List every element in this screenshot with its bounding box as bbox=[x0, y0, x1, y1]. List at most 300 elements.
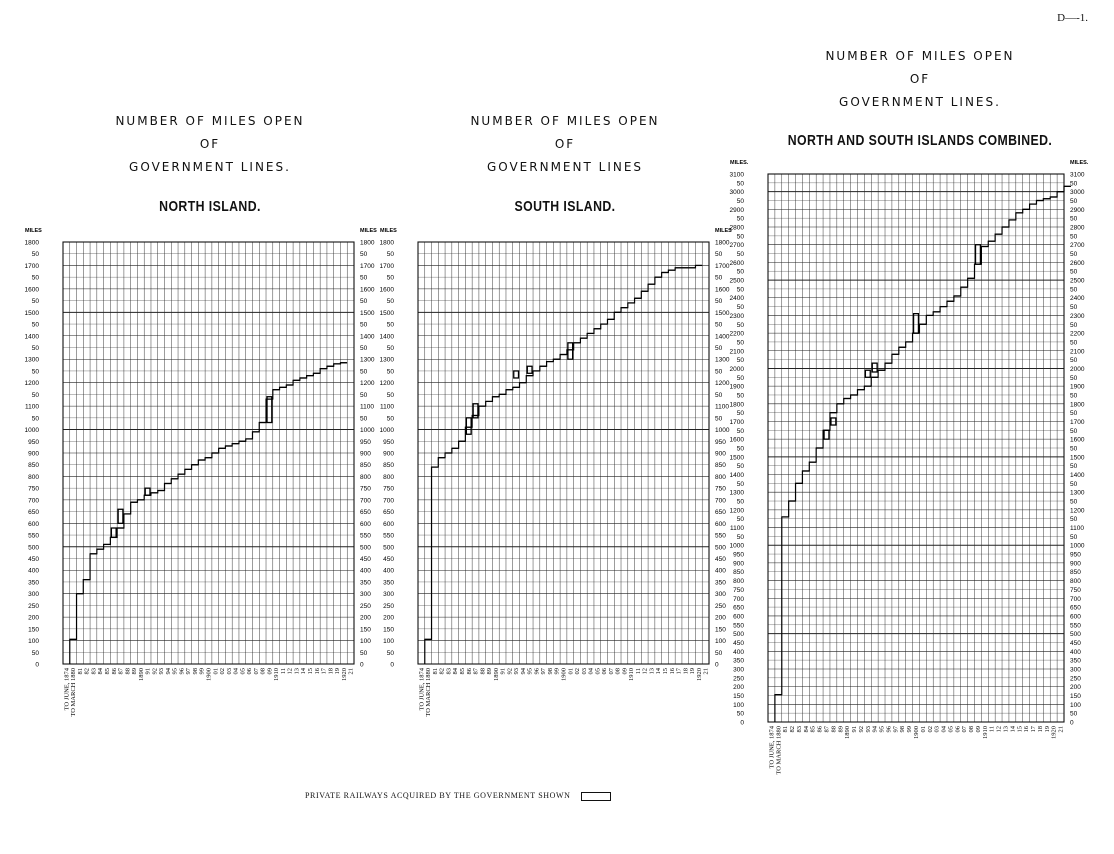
combined-y-tick-right: 50 bbox=[1070, 445, 1078, 453]
combined-y-tick-right: 100 bbox=[1070, 701, 1081, 709]
south-y-tick-left: 650 bbox=[383, 509, 394, 517]
south-x-tick: TO MARCH 1880 bbox=[425, 668, 433, 717]
north-y-tick-left: 1800 bbox=[24, 239, 39, 247]
south-x-tick: 17 bbox=[675, 668, 683, 675]
north-y-tick-right: 950 bbox=[360, 438, 371, 446]
south-x-tick: 96 bbox=[533, 668, 541, 675]
combined-x-tick: 82 bbox=[789, 726, 797, 733]
combined-x-tick: 94 bbox=[871, 726, 879, 733]
north-y-tick-left: 450 bbox=[28, 556, 39, 563]
north-y-tick-right: 50 bbox=[360, 274, 368, 282]
north-y-tick-left: 50 bbox=[31, 368, 39, 376]
north-y-tick-left: 50 bbox=[31, 649, 39, 657]
north-x-tick: 94 bbox=[164, 668, 172, 675]
north-y-tick-left: 0 bbox=[35, 661, 39, 669]
combined-x-tick: 89 bbox=[837, 726, 845, 733]
combined-y-tick-right: 750 bbox=[1070, 586, 1081, 594]
north-y-tick-right: 50 bbox=[360, 298, 368, 306]
combined-y-tick-right: 1300 bbox=[1070, 489, 1085, 497]
combined-y-tick-right: 50 bbox=[1070, 339, 1078, 347]
combined-x-tick: 92 bbox=[857, 726, 865, 733]
north-x-tick: 83 bbox=[90, 668, 98, 675]
north-x-tick: 05 bbox=[239, 668, 247, 675]
north-y-tick-right: 100 bbox=[360, 638, 371, 646]
combined-x-tick: 93 bbox=[864, 726, 872, 733]
combined-y-tick-left: 2300 bbox=[729, 312, 744, 320]
south-x-tick: 92 bbox=[506, 668, 514, 675]
south-y-tick-left: 1300 bbox=[379, 356, 394, 364]
combined-ylabel-right: MILES. bbox=[1070, 160, 1089, 166]
combined-y-tick-left: 0 bbox=[740, 719, 744, 727]
combined-y-tick-right: 2200 bbox=[1070, 330, 1085, 338]
south-y-tick-right: 350 bbox=[715, 579, 726, 587]
north-x-tick: 1920 bbox=[340, 668, 348, 681]
north-y-tick-left: 300 bbox=[28, 591, 39, 599]
combined-x-tick: 02 bbox=[926, 726, 934, 733]
combined-x-tick: 21 bbox=[1057, 726, 1065, 733]
south-y-tick-right: 50 bbox=[715, 368, 723, 376]
north-y-tick-left: 950 bbox=[28, 438, 39, 446]
combined-y-tick-left: 50 bbox=[736, 463, 744, 471]
south-x-tick: 04 bbox=[587, 668, 595, 675]
combined-x-tick: 14 bbox=[1009, 726, 1017, 733]
combined-y-tick-left: 50 bbox=[736, 710, 744, 718]
combined-x-tick: TO JUNE, 1874 bbox=[768, 726, 776, 769]
south-y-tick-left: 50 bbox=[386, 391, 394, 399]
combined-y-tick-right: 350 bbox=[1070, 657, 1081, 665]
combined-title-line-3: GOVERNMENT LINES. bbox=[839, 95, 1001, 109]
combined-y-tick-right: 2000 bbox=[1070, 365, 1085, 373]
combined-y-tick-right: 2500 bbox=[1070, 277, 1085, 285]
south-y-tick-right: 400 bbox=[715, 567, 726, 575]
north-y-tick-left: 550 bbox=[28, 532, 39, 540]
legend-box-icon bbox=[581, 792, 611, 801]
south-y-tick-right: 1000 bbox=[715, 427, 730, 435]
south-x-tick: 99 bbox=[553, 668, 561, 675]
south-y-tick-left: 550 bbox=[383, 532, 394, 540]
combined-y-tick-right: 50 bbox=[1070, 180, 1078, 188]
combined-acquisition-box bbox=[872, 363, 877, 372]
south-y-tick-right: 450 bbox=[715, 556, 726, 563]
north-x-tick: 96 bbox=[178, 668, 186, 675]
combined-y-tick-left: 50 bbox=[736, 533, 744, 541]
north-y-tick-right: 1700 bbox=[360, 262, 375, 270]
south-y-tick-left: 50 bbox=[386, 274, 394, 282]
combined-y-tick-left: 50 bbox=[736, 427, 744, 435]
south-y-tick-right: 0 bbox=[715, 661, 719, 669]
combined-y-tick-right: 50 bbox=[1070, 198, 1078, 206]
south-x-tick: 18 bbox=[682, 668, 690, 675]
combined-y-tick-right: 700 bbox=[1070, 595, 1081, 603]
south-y-tick-right: 200 bbox=[715, 614, 726, 622]
combined-x-tick: 87 bbox=[823, 726, 831, 733]
north-x-tick: 87 bbox=[117, 668, 125, 675]
south-y-tick-right: 1100 bbox=[715, 403, 729, 411]
north-y-tick-right: 50 bbox=[360, 391, 368, 399]
combined-y-tick-right: 950 bbox=[1070, 551, 1081, 559]
north-x-tick: 89 bbox=[131, 668, 139, 675]
combined-x-tick: 01 bbox=[919, 726, 927, 733]
south-x-tick: 16 bbox=[668, 668, 676, 675]
combined-y-tick-left: 1500 bbox=[729, 454, 744, 462]
combined-x-tick: 11 bbox=[988, 726, 996, 733]
south-y-tick-left: 50 bbox=[386, 368, 394, 376]
north-y-tick-left: 350 bbox=[28, 579, 39, 587]
combined-y-tick-right: 200 bbox=[1070, 684, 1081, 692]
north-title-line-3: GOVERNMENT LINES. bbox=[129, 160, 291, 174]
north-y-tick-right: 650 bbox=[360, 509, 371, 517]
south-y-tick-right: 50 bbox=[715, 345, 723, 352]
south-y-tick-left: 100 bbox=[383, 638, 394, 646]
combined-y-tick-right: 50 bbox=[1070, 498, 1078, 506]
north-y-tick-left: 1700 bbox=[24, 262, 39, 270]
north-x-tick: 16 bbox=[313, 668, 321, 675]
south-y-tick-right: 50 bbox=[715, 391, 723, 399]
south-y-tick-right: 550 bbox=[715, 532, 726, 540]
south-ylabel-right: MILES bbox=[715, 228, 732, 234]
north-y-tick-right: 200 bbox=[360, 614, 371, 622]
combined-y-tick-right: 1600 bbox=[1070, 436, 1085, 444]
south-y-tick-left: 700 bbox=[383, 497, 394, 505]
combined-y-tick-left: 50 bbox=[736, 480, 744, 488]
combined-x-tick: 96 bbox=[885, 726, 893, 733]
south-y-tick-left: 950 bbox=[383, 438, 394, 446]
combined-x-tick: 83 bbox=[795, 726, 803, 733]
combined-y-tick-left: 2500 bbox=[729, 277, 744, 285]
north-y-tick-right: 300 bbox=[360, 591, 371, 599]
combined-x-tick: 07 bbox=[961, 726, 969, 733]
north-y-tick-left: 700 bbox=[28, 497, 39, 505]
north-x-tick: 04 bbox=[232, 668, 240, 675]
combined-x-tick: 81 bbox=[782, 726, 790, 733]
south-y-tick-left: 250 bbox=[383, 602, 394, 610]
north-x-tick: 08 bbox=[259, 668, 267, 675]
north-x-tick: 01 bbox=[212, 668, 220, 675]
south-y-tick-right: 850 bbox=[715, 462, 726, 470]
combined-x-tick: 97 bbox=[892, 726, 900, 733]
combined-x-tick: 04 bbox=[940, 726, 948, 733]
south-acquisition-box bbox=[568, 343, 573, 359]
combined-y-tick-right: 1700 bbox=[1070, 418, 1085, 426]
combined-y-tick-left: 250 bbox=[733, 675, 744, 683]
south-acquisition-box bbox=[514, 371, 519, 378]
south-subtitle: SOUTH ISLAND. bbox=[514, 198, 616, 215]
south-y-tick-left: 50 bbox=[386, 321, 394, 329]
south-x-tick: 05 bbox=[594, 668, 602, 675]
north-x-tick: 95 bbox=[171, 668, 179, 675]
south-x-tick: 81 bbox=[431, 668, 439, 675]
north-y-tick-right: 50 bbox=[360, 345, 368, 352]
combined-y-tick-left: 50 bbox=[736, 268, 744, 276]
north-y-tick-left: 150 bbox=[28, 626, 39, 634]
combined-x-tick: 1900 bbox=[913, 726, 920, 739]
combined-y-tick-right: 50 bbox=[1070, 251, 1078, 259]
combined-subtitle: NORTH AND SOUTH ISLANDS COMBINED. bbox=[787, 132, 1053, 149]
south-x-tick: 1890 bbox=[492, 668, 500, 681]
north-y-tick-left: 100 bbox=[28, 638, 39, 646]
north-y-tick-right: 50 bbox=[360, 415, 368, 423]
north-x-tick: 19 bbox=[334, 668, 342, 675]
south-y-tick-left: 1100 bbox=[380, 403, 394, 411]
north-x-tick: 86 bbox=[110, 668, 118, 675]
south-y-tick-right: 50 bbox=[715, 649, 723, 657]
south-x-tick: 21 bbox=[702, 668, 710, 675]
combined-title-line-2: OF bbox=[909, 72, 931, 86]
south-y-tick-right: 750 bbox=[715, 485, 726, 493]
south-y-tick-left: 1400 bbox=[379, 333, 394, 341]
combined-y-tick-left: 50 bbox=[736, 304, 744, 312]
combined-y-tick-left: 950 bbox=[733, 551, 744, 559]
north-y-tick-right: 1600 bbox=[360, 286, 375, 294]
combined-y-tick-right: 1800 bbox=[1070, 401, 1085, 409]
north-y-tick-right: 50 bbox=[360, 368, 368, 376]
north-y-tick-left: 1100 bbox=[25, 403, 39, 411]
south-y-tick-left: 1800 bbox=[379, 239, 394, 247]
north-y-tick-right: 0 bbox=[360, 661, 364, 669]
south-y-tick-left: 600 bbox=[383, 520, 394, 528]
combined-y-tick-right: 50 bbox=[1070, 321, 1078, 329]
south-y-tick-left: 300 bbox=[383, 591, 394, 599]
north-y-tick-left: 50 bbox=[31, 391, 39, 399]
combined-y-tick-right: 600 bbox=[1070, 613, 1081, 621]
north-x-tick: 09 bbox=[266, 668, 274, 675]
south-y-tick-left: 800 bbox=[383, 473, 394, 481]
north-y-tick-left: 50 bbox=[31, 251, 39, 259]
north-x-tick: 92 bbox=[151, 668, 159, 675]
south-x-tick: 03 bbox=[580, 668, 588, 675]
north-x-tick: 07 bbox=[252, 668, 260, 675]
north-y-tick-right: 1100 bbox=[360, 403, 374, 411]
north-x-tick: 1900 bbox=[205, 668, 213, 681]
combined-y-tick-left: 600 bbox=[733, 613, 744, 621]
south-y-tick-left: 500 bbox=[383, 544, 394, 552]
combined-acquisition-box bbox=[914, 314, 919, 333]
combined-y-tick-left: 50 bbox=[736, 374, 744, 382]
south-x-tick: 82 bbox=[438, 668, 446, 675]
south-y-tick-left: 850 bbox=[383, 462, 394, 470]
combined-y-tick-right: 3100 bbox=[1070, 171, 1085, 179]
combined-y-tick-left: 750 bbox=[733, 586, 744, 594]
combined-ylabel-left: MILES. bbox=[730, 160, 749, 166]
north-y-tick-right: 1500 bbox=[360, 309, 375, 317]
combined-x-tick: 06 bbox=[954, 726, 962, 733]
north-y-tick-left: 50 bbox=[31, 321, 39, 329]
legend-footnote bbox=[305, 791, 611, 801]
combined-y-tick-right: 1200 bbox=[1070, 507, 1085, 515]
north-x-tick: 18 bbox=[327, 668, 335, 675]
north-x-tick: 12 bbox=[286, 668, 294, 675]
north-y-tick-right: 1800 bbox=[360, 239, 375, 247]
combined-y-tick-right: 1000 bbox=[1070, 542, 1085, 550]
north-y-tick-right: 250 bbox=[360, 602, 371, 610]
combined-x-tick: 16 bbox=[1023, 726, 1031, 733]
combined-y-tick-left: 1300 bbox=[729, 489, 744, 497]
combined-y-tick-right: 150 bbox=[1070, 692, 1081, 700]
south-y-tick-left: 450 bbox=[383, 556, 394, 563]
south-y-tick-right: 1600 bbox=[715, 286, 730, 294]
south-y-tick-left: 50 bbox=[386, 251, 394, 259]
combined-y-tick-left: 3000 bbox=[729, 189, 744, 197]
combined-y-tick-left: 2900 bbox=[729, 206, 744, 214]
combined-acquisition-box bbox=[976, 245, 981, 264]
south-y-tick-right: 1200 bbox=[715, 380, 730, 388]
north-y-tick-right: 450 bbox=[360, 556, 371, 563]
south-y-tick-left: 50 bbox=[386, 415, 394, 423]
south-x-tick: 85 bbox=[458, 668, 466, 675]
south-x-tick: 1920 bbox=[695, 668, 703, 681]
combined-y-tick-left: 700 bbox=[733, 595, 744, 603]
south-x-tick: TO JUNE, 1874 bbox=[418, 668, 426, 711]
south-x-tick: 87 bbox=[472, 668, 480, 675]
north-x-tick: 91 bbox=[144, 668, 152, 675]
north-x-tick: 81 bbox=[76, 668, 84, 675]
combined-y-tick-right: 650 bbox=[1070, 604, 1081, 612]
north-y-tick-left: 800 bbox=[28, 473, 39, 481]
south-x-tick: 1910 bbox=[628, 668, 636, 681]
north-y-tick-right: 50 bbox=[360, 649, 368, 657]
north-ylabel-left: MILES bbox=[25, 228, 42, 234]
south-y-tick-right: 650 bbox=[715, 509, 726, 517]
combined-y-tick-right: 550 bbox=[1070, 622, 1081, 630]
combined-y-tick-left: 800 bbox=[733, 578, 744, 586]
combined-y-tick-left: 1200 bbox=[729, 507, 744, 515]
combined-y-tick-left: 50 bbox=[736, 215, 744, 223]
north-x-tick: 93 bbox=[158, 668, 166, 675]
combined-y-tick-right: 50 bbox=[1070, 286, 1078, 294]
combined-y-tick-right: 1100 bbox=[1070, 525, 1084, 533]
combined-x-tick: 85 bbox=[809, 726, 817, 733]
combined-y-tick-left: 400 bbox=[733, 648, 744, 656]
combined-y-tick-right: 1500 bbox=[1070, 454, 1085, 462]
combined-y-tick-right: 50 bbox=[1070, 463, 1078, 471]
combined-y-tick-right: 900 bbox=[1070, 560, 1081, 568]
north-y-tick-left: 50 bbox=[31, 274, 39, 282]
combined-y-tick-left: 1800 bbox=[729, 401, 744, 409]
combined-y-tick-right: 300 bbox=[1070, 666, 1081, 674]
north-y-tick-left: 850 bbox=[28, 462, 39, 470]
combined-y-tick-left: 200 bbox=[733, 684, 744, 692]
south-y-tick-right: 50 bbox=[715, 415, 723, 423]
combined-x-tick: 17 bbox=[1030, 726, 1038, 733]
combined-y-tick-left: 50 bbox=[736, 445, 744, 453]
south-x-tick: 84 bbox=[452, 668, 460, 675]
south-y-tick-right: 800 bbox=[715, 473, 726, 481]
south-y-tick-right: 600 bbox=[715, 520, 726, 528]
combined-y-tick-right: 450 bbox=[1070, 639, 1081, 647]
page-code: D—-1. bbox=[1057, 12, 1088, 24]
combined-y-tick-left: 50 bbox=[736, 233, 744, 241]
south-y-tick-left: 1200 bbox=[379, 380, 394, 388]
combined-x-tick: 09 bbox=[974, 726, 982, 733]
combined-y-tick-right: 2400 bbox=[1070, 295, 1085, 303]
north-y-tick-left: 1200 bbox=[24, 380, 39, 388]
south-x-tick: 09 bbox=[621, 668, 629, 675]
combined-y-tick-right: 1400 bbox=[1070, 472, 1085, 480]
combined-y-tick-right: 0 bbox=[1070, 719, 1074, 727]
legend-text: PRIVATE RAILWAYS ACQUIRED BY THE GOVERNMENT SHOWN bbox=[305, 791, 571, 800]
south-y-tick-left: 0 bbox=[390, 661, 394, 669]
north-y-tick-right: 50 bbox=[360, 321, 368, 329]
south-y-tick-right: 1400 bbox=[715, 333, 730, 341]
south-y-tick-right: 50 bbox=[715, 251, 723, 259]
north-y-tick-right: 750 bbox=[360, 485, 371, 493]
combined-acquisition-box bbox=[824, 430, 829, 439]
south-x-tick: 88 bbox=[479, 668, 487, 675]
south-title-line-2: OF bbox=[554, 137, 576, 151]
combined-y-tick-right: 850 bbox=[1070, 569, 1081, 577]
combined-y-tick-left: 2700 bbox=[729, 242, 744, 250]
north-acquisition-box bbox=[111, 528, 116, 537]
south-y-tick-left: 200 bbox=[383, 614, 394, 622]
north-y-tick-left: 650 bbox=[28, 509, 39, 517]
combined-y-tick-right: 50 bbox=[1070, 516, 1078, 524]
north-x-tick: 98 bbox=[191, 668, 199, 675]
south-y-tick-left: 50 bbox=[386, 649, 394, 657]
north-y-tick-left: 600 bbox=[28, 520, 39, 528]
north-x-tick: 21 bbox=[347, 668, 355, 675]
north-y-tick-right: 1400 bbox=[360, 333, 375, 341]
combined-y-tick-left: 50 bbox=[736, 498, 744, 506]
south-y-tick-right: 50 bbox=[715, 274, 723, 282]
combined-x-tick: 05 bbox=[947, 726, 955, 733]
north-y-tick-right: 150 bbox=[360, 626, 371, 634]
north-x-tick: 14 bbox=[300, 668, 308, 675]
north-y-tick-right: 1000 bbox=[360, 427, 375, 435]
north-y-tick-left: 900 bbox=[28, 450, 39, 458]
combined-y-tick-right: 50 bbox=[1070, 427, 1078, 435]
combined-y-tick-right: 2900 bbox=[1070, 206, 1085, 214]
south-y-tick-right: 1500 bbox=[715, 309, 730, 317]
north-series-line bbox=[70, 363, 347, 664]
south-title-line-3: GOVERNMENT LINES bbox=[486, 160, 644, 174]
south-title-line-1: NUMBER OF MILES OPEN bbox=[470, 114, 660, 128]
north-y-tick-left: 1600 bbox=[24, 286, 39, 294]
combined-x-tick: 1890 bbox=[844, 726, 852, 739]
north-x-tick: 1890 bbox=[137, 668, 145, 681]
north-y-tick-left: 750 bbox=[28, 485, 39, 493]
combined-y-tick-right: 50 bbox=[1070, 304, 1078, 312]
combined-x-tick: 98 bbox=[899, 726, 907, 733]
combined-y-tick-right: 250 bbox=[1070, 675, 1081, 683]
north-x-tick: 15 bbox=[307, 668, 315, 675]
combined-y-tick-right: 500 bbox=[1070, 631, 1081, 639]
combined-y-tick-left: 2100 bbox=[729, 348, 744, 356]
north-y-tick-right: 600 bbox=[360, 520, 371, 528]
north-x-tick: 13 bbox=[293, 668, 301, 675]
north-x-tick: 97 bbox=[185, 668, 193, 675]
north-title-line-2: OF bbox=[199, 137, 221, 151]
north-y-tick-left: 1300 bbox=[24, 356, 39, 364]
combined-x-tick: 88 bbox=[830, 726, 838, 733]
south-x-tick: 07 bbox=[607, 668, 615, 675]
south-x-tick: 86 bbox=[465, 668, 473, 675]
north-y-tick-right: 400 bbox=[360, 567, 371, 575]
north-acquisition-box bbox=[145, 488, 150, 495]
combined-y-tick-left: 1600 bbox=[729, 436, 744, 444]
combined-y-tick-right: 2100 bbox=[1070, 348, 1085, 356]
north-acquisition-box bbox=[267, 397, 272, 423]
combined-y-tick-right: 2300 bbox=[1070, 312, 1085, 320]
combined-y-tick-left: 1100 bbox=[730, 525, 744, 533]
combined-x-tick: 1910 bbox=[981, 726, 989, 739]
south-y-tick-right: 700 bbox=[715, 497, 726, 505]
combined-x-tick: TO MARCH 1880 bbox=[775, 726, 783, 775]
south-x-tick: 83 bbox=[445, 668, 453, 675]
south-acquisition-box bbox=[527, 366, 532, 373]
combined-y-tick-left: 350 bbox=[733, 657, 744, 665]
south-x-tick: 06 bbox=[601, 668, 609, 675]
combined-x-tick: 91 bbox=[851, 726, 859, 733]
